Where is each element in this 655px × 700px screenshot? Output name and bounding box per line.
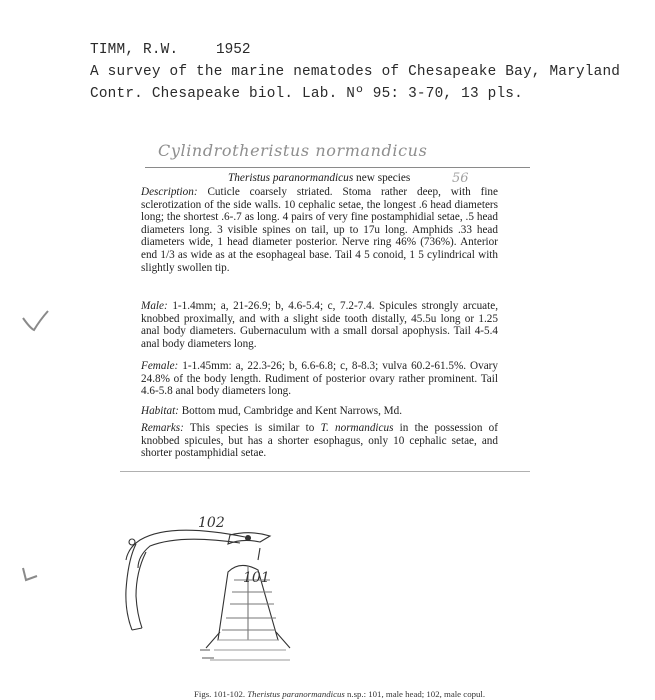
divider-bottom bbox=[120, 471, 530, 472]
description-text: Cuticle coarsely striated. Stoma rather deep, with fine sclerotization of the side walls. 10 cephalic setae, the longest .6 head diameters long; the shortest .6-.7 as long. 4 pairs of very fine postamphidial setae, .5 head diameters long. 3 visible spines on tail, up to 17u long. Amphids .33 head diameters wide, 1 head diameter posterior. Nerve ring 46% (736%). Anterior end 1/3 as wide as at the esophageal base. Tail 4 5 conoid, 1 5 cylindrical with slightly swollen tip. bbox=[141, 186, 498, 274]
figure-label-101: 101 bbox=[243, 570, 270, 586]
species-name: Theristus paranormandicus bbox=[228, 172, 354, 184]
species-suffix: new species bbox=[353, 172, 411, 184]
figure-102-body-inner bbox=[138, 539, 240, 568]
habitat-text: Bottom mud, Cambridge and Kent Narrows, Md. bbox=[178, 405, 403, 417]
male-text: 1-1.4mm; a, 21-26.9; b, 4.6-5.4; c, 7.2-7.4. Spicules strongly arcuate, knobbed proximally, and with a slight side tooth distally, 45.5u long or 1.25 anal body diameters. Gubernaculum with a small dorsal apophysis. Tail 4-5.4 anal body diameters long. bbox=[141, 300, 498, 350]
remarks-italic-species: T. normandicus bbox=[320, 422, 394, 434]
remarks-label: Remarks: bbox=[141, 422, 184, 434]
caption-rest: n.sp.: 101, male head; 102, male copul. bbox=[344, 689, 486, 699]
male-paragraph bbox=[141, 300, 498, 350]
pencil-page-number: 56 bbox=[452, 171, 469, 186]
figure-caption bbox=[194, 689, 485, 699]
description-paragraph bbox=[141, 186, 498, 274]
figure-102-spicule-inner bbox=[136, 552, 146, 628]
citation-author: TIMM, R.W. bbox=[90, 42, 179, 58]
caption-prefix: Figs. 101-102. bbox=[194, 689, 246, 699]
nematode-figure-drawing bbox=[110, 500, 430, 675]
citation-year: 1952 bbox=[216, 42, 251, 58]
female-label: Female: bbox=[141, 360, 179, 372]
caption-species: Theristus paranormandicus bbox=[247, 689, 345, 699]
citation-reference: Contr. Chesapeake biol. Lab. Nº 95: 3-70, 13 pls. bbox=[90, 86, 523, 102]
female-paragraph bbox=[141, 360, 498, 398]
remarks-text-after: in the possession of knobbed spicules, but has a shorter esophagus, only 10 cephalic setae, and shorter postamphidial setae. bbox=[141, 422, 498, 460]
habitat-label: Habitat: bbox=[141, 405, 179, 417]
habitat-paragraph bbox=[141, 405, 498, 418]
figure-102-spicule bbox=[126, 544, 136, 630]
remarks-text-before: This species is similar to bbox=[183, 422, 321, 434]
species-heading bbox=[228, 172, 410, 184]
pencil-margin-mark bbox=[20, 566, 42, 586]
citation-title: A survey of the marine nematodes of Chesapeake Bay, Maryland bbox=[90, 64, 621, 80]
female-text: 1-1.45mm: a, 22.3-26; b, 6.6-6.8; c, 8-8.3; vulva 60.2-61.5%. Ovary 24.8% of the body length. Rudiment of posterior ovary rather prominent. Tail 4.6-5.8 anal body diameters long. bbox=[141, 360, 498, 398]
figure-label-102: 102 bbox=[198, 515, 225, 531]
remarks-paragraph bbox=[141, 422, 498, 460]
description-label: Description: bbox=[141, 186, 198, 198]
pencil-check-mark bbox=[20, 308, 50, 334]
handwritten-species-name: Cylindrotheristus normandicus bbox=[158, 141, 428, 160]
male-label: Male: bbox=[141, 300, 168, 312]
divider-top bbox=[145, 167, 530, 168]
